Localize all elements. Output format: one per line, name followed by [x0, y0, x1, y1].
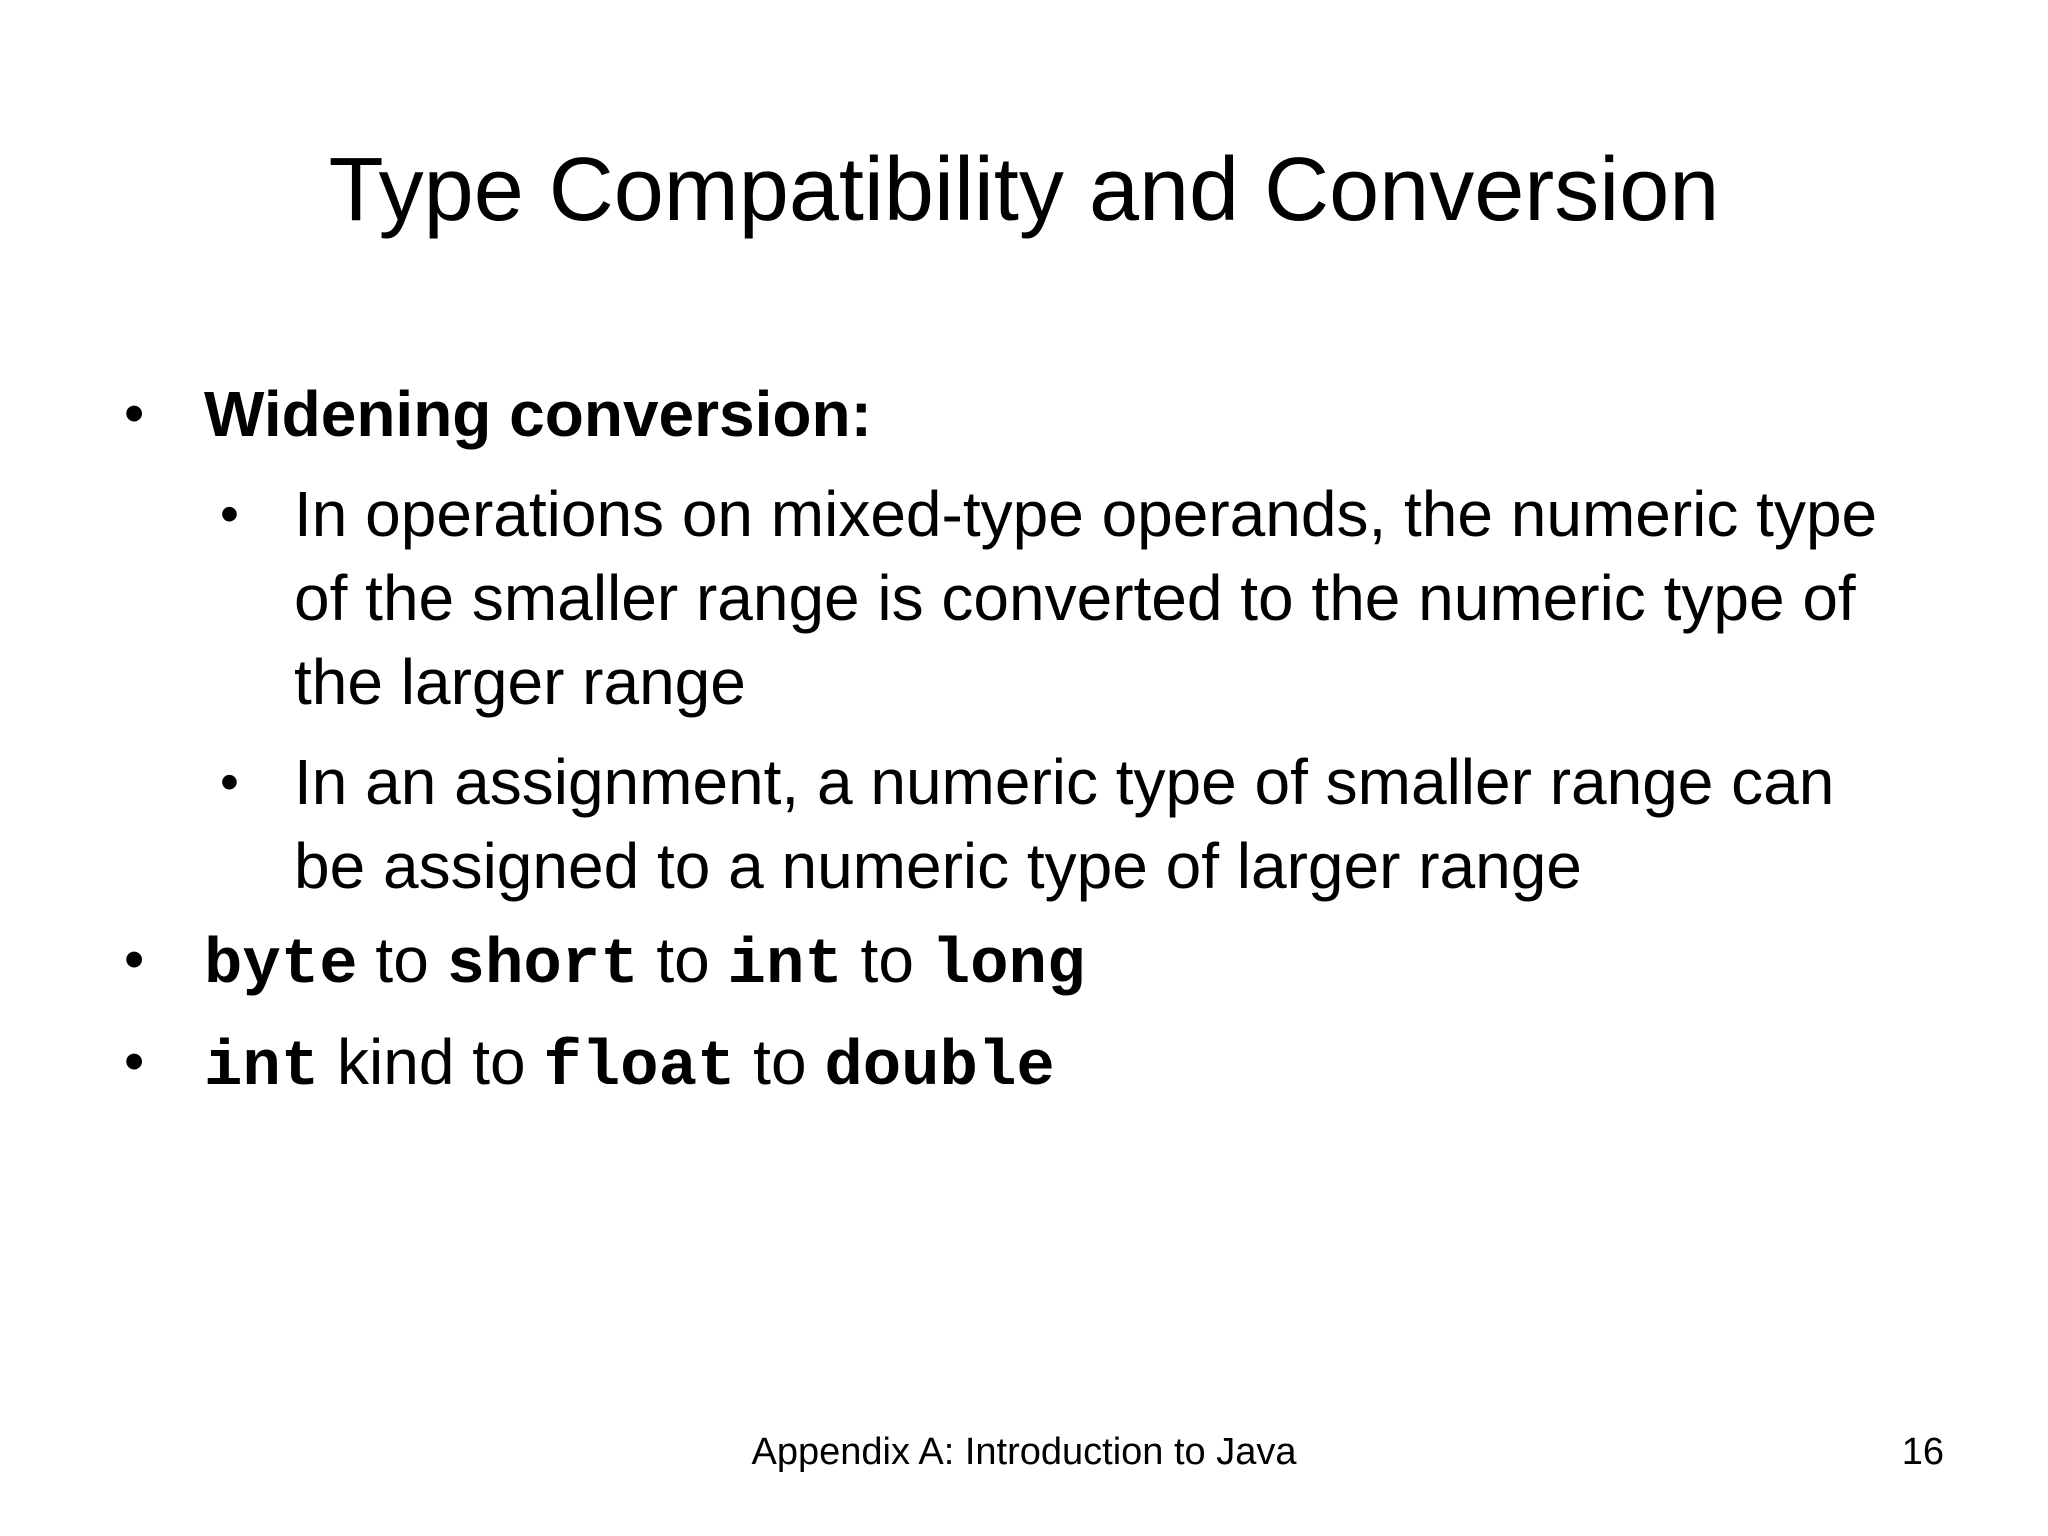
connector-to: to	[735, 1026, 825, 1098]
connector-to: to	[357, 924, 447, 996]
code-short: short	[446, 930, 639, 1002]
widening-conversion-label: Widening conversion:	[204, 378, 872, 450]
connector-to: to	[842, 924, 932, 996]
assignment-text: In an assignment, a numeric type of smaller range can be assigned to a numeric type of larger range	[294, 746, 1835, 902]
int-float-double-line	[204, 1020, 1055, 1110]
page-number: 16	[1901, 1431, 1944, 1473]
mixed-type-operands-text: In operations on mixed-type operands, the numeric type of the smaller range is converted to the numeric type of the larger range	[294, 478, 1878, 718]
connector-to: to	[638, 924, 728, 996]
slide-title: Type Compatibility and Conversion	[328, 140, 1720, 240]
code-float: float	[543, 1032, 736, 1104]
footer-title: Appendix A: Introduction to Java	[751, 1431, 1297, 1473]
subbullet-icon: •	[220, 752, 239, 812]
code-int: int	[204, 1032, 320, 1104]
connector-kind-to: kind to	[319, 1026, 544, 1098]
code-byte: byte	[204, 930, 358, 1002]
byte-short-int-long-line	[204, 918, 1085, 1008]
subbullet-icon: •	[220, 484, 239, 544]
code-double: double	[824, 1032, 1055, 1104]
bullet-icon: •	[124, 1029, 145, 1094]
code-long: long	[931, 930, 1086, 1002]
bullet-icon: •	[124, 927, 145, 992]
bullet-icon: •	[124, 381, 145, 446]
code-int: int	[727, 930, 843, 1002]
